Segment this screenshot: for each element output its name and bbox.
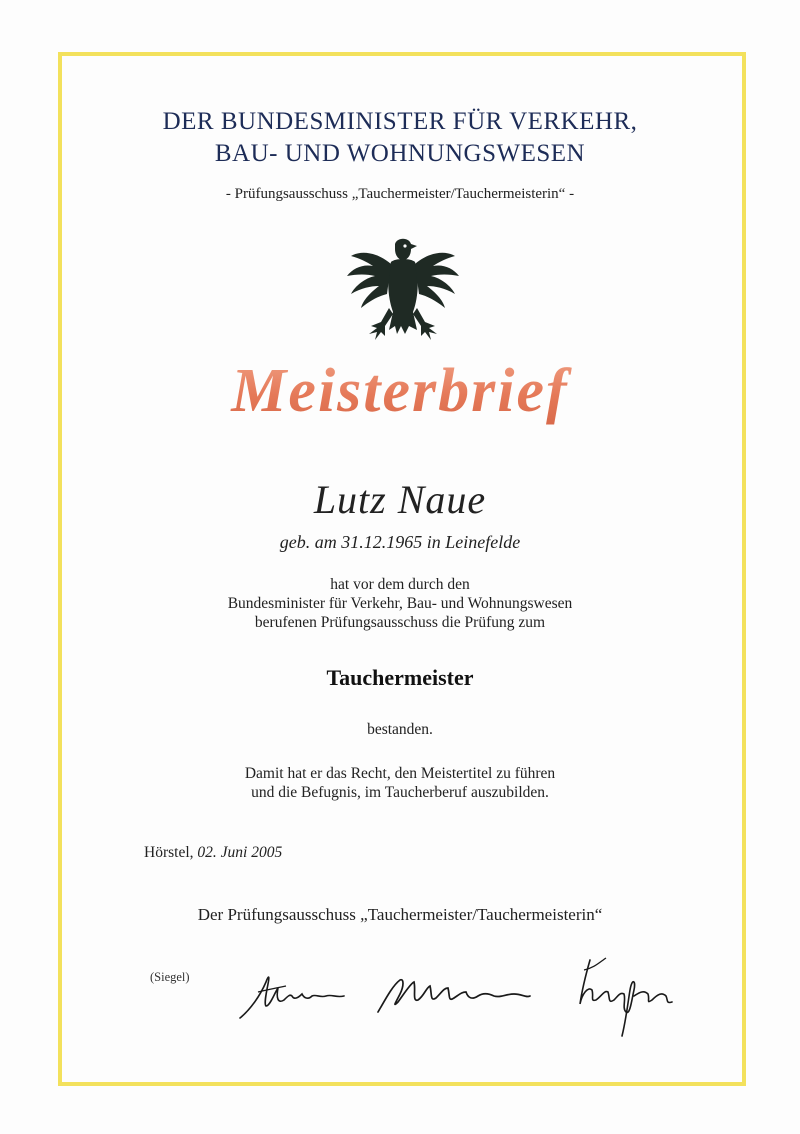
certificate-frame — [58, 52, 746, 1086]
birth-info: geb. am 31.12.1965 in Leinefelde — [279, 532, 521, 552]
place-date-line — [144, 844, 282, 862]
signature-1 — [236, 966, 348, 1022]
body-text-line: berufenen Prüfungsausschuss die Prüfung zum — [254, 614, 546, 631]
passed-text: bestanden. — [367, 721, 433, 738]
rights-text-line: Damit hat er das Recht, den Meistertitel zu führen — [244, 765, 556, 782]
rights-text-line: und die Befugnis, im Taucherberuf auszubilden. — [251, 784, 549, 801]
earned-title: Tauchermeister — [326, 665, 474, 690]
federal-eagle-icon — [343, 234, 463, 350]
ministry-title-line-1: DER BUNDESMINISTER FÜR VERKEHR, — [162, 108, 638, 135]
issue-date: 02. Juni 2005 — [197, 844, 283, 861]
body-text-line: Bundesminister für Verkehr, Bau- und Wohnungswesen — [227, 595, 573, 612]
signature-2 — [374, 972, 534, 1016]
committee-subtitle: - Prüfungsausschuss „Tauchermeister/Tauchermeisterin“ - — [225, 186, 575, 202]
committee-signature-line: Der Prüfungsausschuss „Tauchermeister/Tauchermeisterin“ — [197, 905, 603, 924]
ministry-title-line-2: BAU- UND WOHNUNGSWESEN — [214, 140, 586, 167]
recipient-name: Lutz Naue — [313, 477, 487, 522]
seal-label: (Siegel) — [150, 970, 190, 984]
signature-3 — [570, 950, 680, 1042]
document-title: Meisterbrief — [0, 356, 800, 427]
body-text-line: hat vor dem durch den — [330, 576, 470, 593]
place: Hörstel, — [144, 844, 194, 861]
